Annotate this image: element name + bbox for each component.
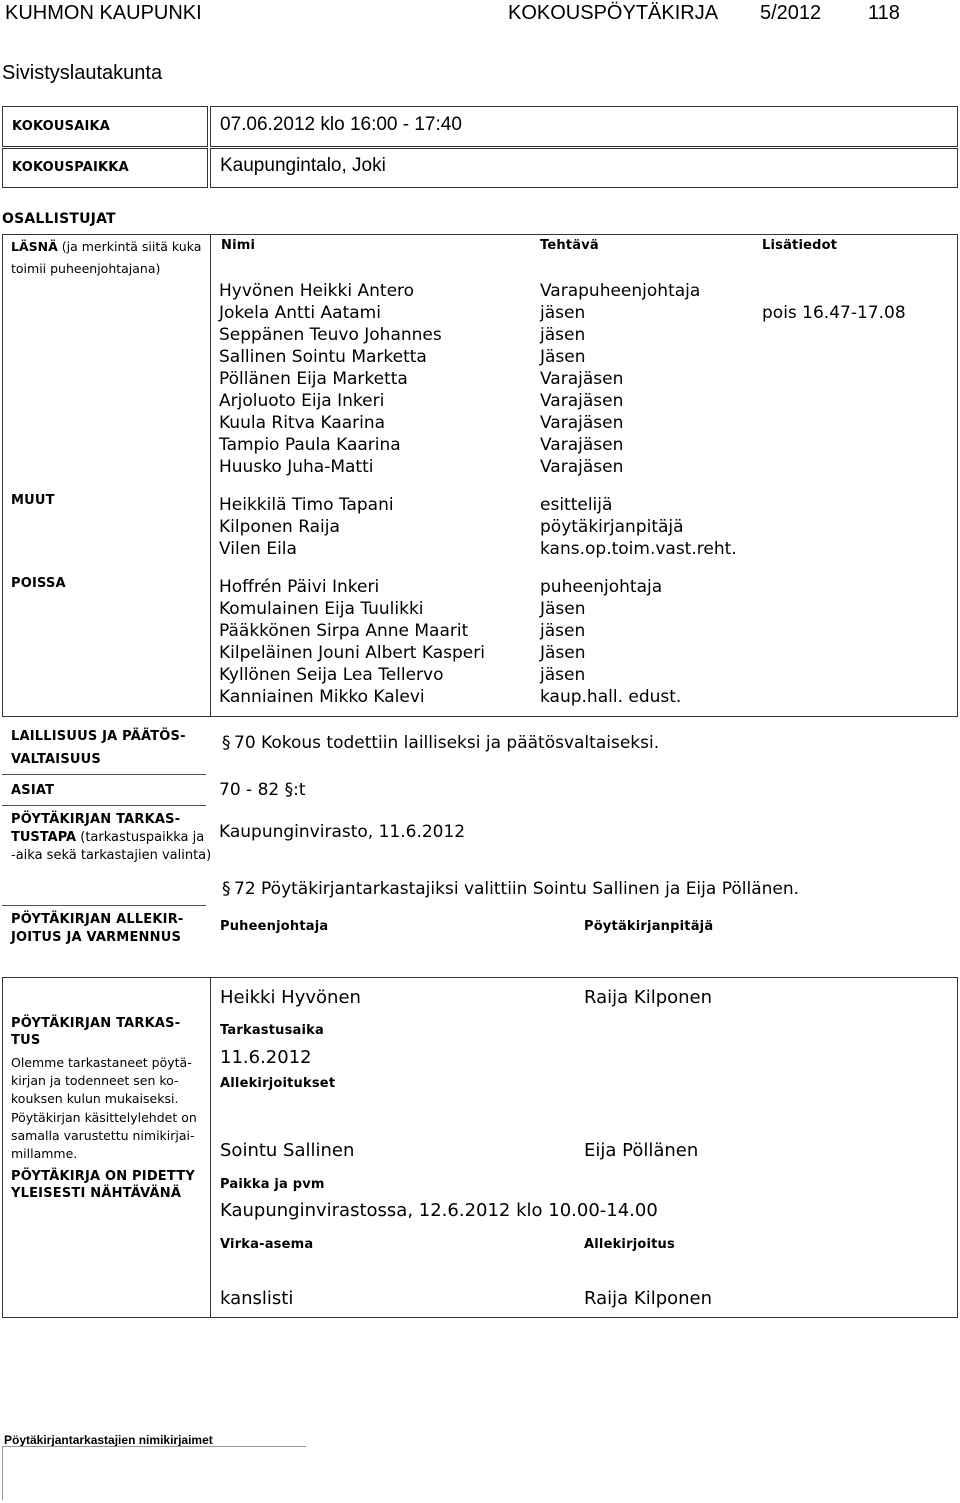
document-type: KOKOUSPÖYTÄKIRJA	[508, 2, 719, 24]
inspection-text-line: samalla varustettu nimikirjai-	[11, 1128, 195, 1143]
present-name: Jokela Antti Aatami	[219, 303, 381, 323]
present-role: Varapuheenjohtaja	[540, 281, 701, 301]
chair-name: Heikki Hyvönen	[220, 987, 361, 1008]
present-role: jäsen	[540, 303, 586, 323]
items-label: ASIAT	[11, 783, 55, 798]
absent-name: Kilpeläinen Jouni Albert Kasperi	[219, 643, 485, 663]
sign-label: Allekirjoitus	[584, 1237, 675, 1252]
city-name: KUHMON KAUPUNKI	[5, 2, 202, 24]
position-value: kanslisti	[220, 1288, 294, 1309]
legality-label-line2: VALTAISUUS	[11, 752, 101, 767]
position-label: Virka-asema	[220, 1237, 314, 1252]
absent-name: Pääkkönen Sirpa Anne Maarit	[219, 621, 469, 641]
secretary-label: Pöytäkirjanpitäjä	[584, 919, 714, 934]
divider	[2, 774, 206, 775]
absent-role: puheenjohtaja	[540, 577, 663, 597]
present-name: Sallinen Sointu Marketta	[219, 347, 427, 367]
participants-divider	[210, 234, 211, 717]
signature-2: Eija Pöllänen	[584, 1140, 699, 1161]
inspection-time-label: Tarkastusaika	[220, 1023, 324, 1038]
chair-label: Puheenjohtaja	[220, 919, 329, 934]
present-label-bold: LÄSNÄ	[11, 239, 58, 254]
items-section-sign: §	[284, 780, 294, 800]
absent-role: jäsen	[540, 665, 586, 685]
initials-label: Pöytäkirjantarkastajien nimikirjaimet	[4, 1433, 213, 1447]
inspection-text-line: Olemme tarkastaneet pöytä-	[11, 1055, 192, 1070]
board-name: Sivistyslautakunta	[2, 62, 163, 84]
review-text: 72 Pöytäkirjantarkastajiksi valittiin Sointu Sallinen ja Eija Pöllänen.	[234, 879, 800, 899]
items-suffix: :t	[293, 780, 306, 800]
initials-top-line	[2, 1446, 306, 1447]
present-name: Kuula Ritva Kaarina	[219, 413, 386, 433]
other-name: Heikkilä Timo Tapani	[219, 495, 394, 515]
other-name: Kilponen Raija	[219, 517, 340, 537]
present-name: Arjoluoto Eija Inkeri	[219, 391, 385, 411]
present-label	[11, 236, 206, 280]
absent-name: Hoffrén Päivi Inkeri	[219, 577, 380, 597]
column-role: Tehtävä	[540, 238, 599, 253]
absent-role: Jäsen	[540, 643, 586, 663]
review-place: Kaupunginvirasto, 11.6.2012	[219, 822, 466, 842]
inspection-text-line: millamme.	[11, 1146, 78, 1161]
present-name: Huusko Juha-Matti	[219, 457, 374, 477]
review-label-line2	[11, 830, 204, 845]
column-name: Nimi	[221, 238, 256, 253]
participants-title: OSALLISTUJAT	[2, 211, 116, 227]
present-name: Tampio Paula Kaarina	[219, 435, 401, 455]
column-info: Lisätiedot	[762, 238, 838, 253]
absent-label: POISSA	[11, 576, 66, 591]
present-role: Jäsen	[540, 347, 586, 367]
sign-value: Raija Kilponen	[584, 1288, 713, 1309]
inspection-label-line1: PÖYTÄKIRJAN TARKAS-	[11, 1016, 181, 1031]
items-range-value: 70 - 82	[219, 780, 280, 800]
present-role: Varajäsen	[540, 435, 624, 455]
review-label-rest: (tarkastuspaikka ja	[80, 830, 205, 845]
page-number: 118	[868, 2, 900, 24]
other-role: kans.op.toim.vast.reht.	[540, 539, 737, 559]
review-label-line3: -aika sekä tarkastajien valinta)	[11, 848, 212, 863]
others-label: MUUT	[11, 493, 55, 508]
divider	[2, 805, 206, 806]
absent-role: Jäsen	[540, 599, 586, 619]
inspection-divider	[210, 977, 211, 1318]
signing-label-line1: PÖYTÄKIRJAN ALLEKIR-	[11, 912, 184, 927]
legality-label-line1: LAILLISUUS JA PÄÄTÖS-	[11, 729, 186, 744]
present-role: Varajäsen	[540, 391, 624, 411]
public-label-line2: YLEISESTI NÄHTÄVÄNÄ	[11, 1186, 182, 1201]
document-number: 5/2012	[760, 2, 822, 24]
signatures-label: Allekirjoitukset	[220, 1076, 336, 1091]
present-role: Varajäsen	[540, 413, 624, 433]
present-label-rest: (ja merkintä siitä kuka toimii puheenjohtajana)	[11, 239, 202, 276]
absent-role: jäsen	[540, 621, 586, 641]
present-info: pois 16.47-17.08	[762, 303, 906, 323]
secretary-name: Raija Kilponen	[584, 987, 713, 1008]
present-role: jäsen	[540, 325, 586, 345]
inspection-time-value: 11.6.2012	[220, 1047, 312, 1068]
meeting-time-value: 07.06.2012 klo 16:00 - 17:40	[220, 114, 462, 135]
items-range	[219, 780, 306, 800]
meeting-place-value: Kaupungintalo, Joki	[220, 155, 386, 176]
review-section-sign: §	[222, 879, 231, 899]
public-label-line1: PÖYTÄKIRJA ON PIDETTY	[11, 1169, 195, 1184]
legality-text: 70 Kokous todettiin lailliseksi ja päätösvaltaiseksi.	[234, 733, 660, 753]
review-label-bold: TUSTAPA	[11, 830, 77, 845]
inspection-label-line2: TUS	[11, 1033, 41, 1048]
review-label-line1: PÖYTÄKIRJAN TARKAS-	[11, 812, 181, 827]
absent-name: Komulainen Eija Tuulikki	[219, 599, 424, 619]
legality-section-sign: §	[222, 733, 231, 753]
public-place-value: Kaupunginvirastossa, 12.6.2012 klo 10.00-14.00	[220, 1200, 658, 1221]
absent-name: Kanniainen Mikko Kalevi	[219, 687, 425, 707]
inspection-text-line: Pöytäkirjan käsittelylehdet on	[11, 1110, 197, 1125]
absent-name: Kyllönen Seija Lea Tellervo	[219, 665, 444, 685]
present-name: Hyvönen Heikki Antero	[219, 281, 415, 301]
meeting-place-label: KOKOUSPAIKKA	[12, 160, 129, 175]
signing-label-line2: JOITUS JA VARMENNUS	[11, 930, 182, 945]
signature-1: Sointu Sallinen	[220, 1140, 355, 1161]
absent-role: kaup.hall. edust.	[540, 687, 682, 707]
other-name: Vilen Eila	[219, 539, 297, 559]
initials-left-line	[2, 1446, 3, 1500]
public-place-label: Paikka ja pvm	[220, 1177, 325, 1192]
other-role: pöytäkirjanpitäjä	[540, 517, 684, 537]
present-role: Varajäsen	[540, 369, 624, 389]
present-name: Seppänen Teuvo Johannes	[219, 325, 442, 345]
inspection-text-line: kouksen kulun mukaiseksi.	[11, 1091, 179, 1106]
other-role: esittelijä	[540, 495, 613, 515]
divider	[2, 905, 206, 906]
inspection-text-line: kirjan ja todenneet sen ko-	[11, 1073, 179, 1088]
present-role: Varajäsen	[540, 457, 624, 477]
present-name: Pöllänen Eija Marketta	[219, 369, 408, 389]
meeting-time-label: KOKOUSAIKA	[12, 119, 111, 134]
